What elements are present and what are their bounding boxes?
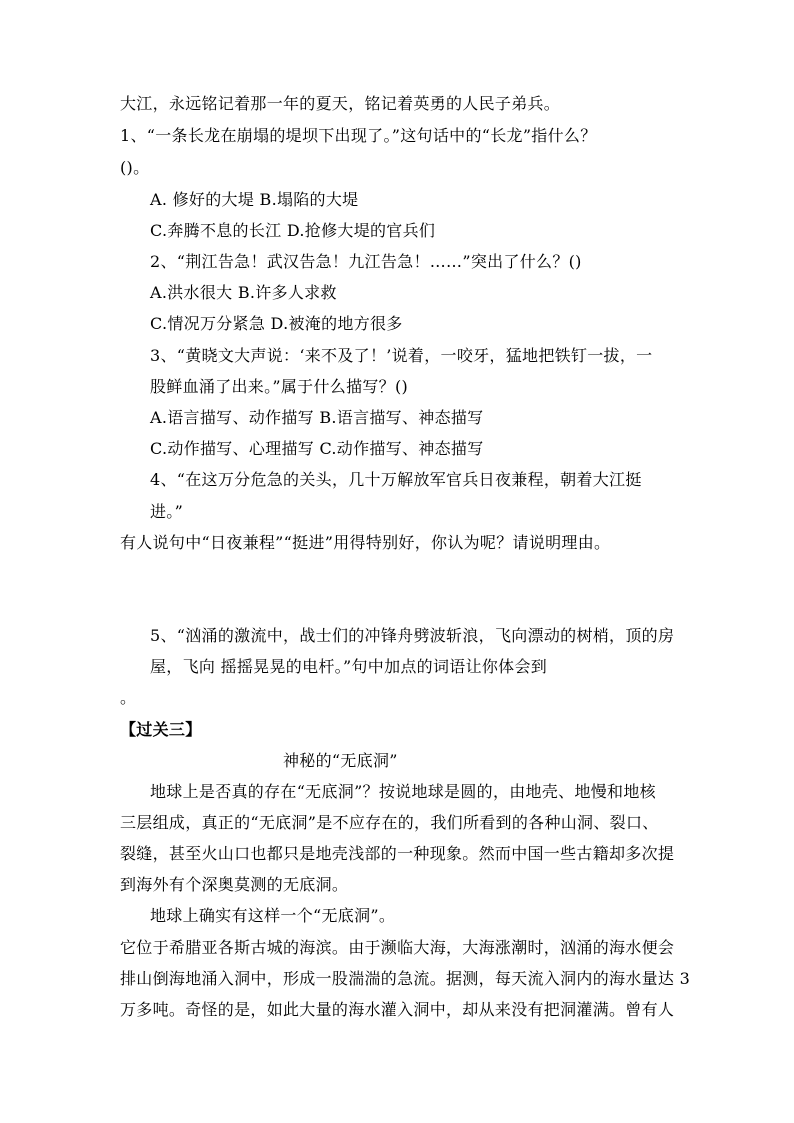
article-paragraph-1-line-2: 三层组成，真正的“无底洞”是不应存在的，我们所看到的各种山洞、裂口、 [120, 813, 659, 832]
article-paragraph-3-line-2: 排山倒海地涌入洞中，形成一股湍湍的急流。据测，每天流入洞内的海水量达 3 [120, 969, 691, 988]
question-4-prompt: 有人说句中“日夜兼程”“挺进”用得特别好，你认为呢？请说明理由。 [120, 533, 611, 552]
question-2-options-ab: A.洪水很大 B.许多人求救 [150, 283, 337, 302]
question-4-stem-line-2: 进。” [150, 502, 184, 521]
question-3-options-ab: A.语言描写、动作描写 B.语言描写、神态描写 [150, 408, 484, 427]
article-paragraph-3-line-3: 万多吨。奇怪的是，如此大量的海水灌入洞中，却从来没有把洞灌满。曾有人 [120, 1000, 675, 1019]
question-1-options-ab: A. 修好的大堤 B.塌陷的大堤 [150, 190, 359, 209]
intro-line: 大江，永远铭记着那一年的夏天，铭记着英勇的人民子弟兵。 [120, 94, 561, 113]
question-5-blank: 。 [120, 688, 137, 707]
question-3-options-cd: C.动作描写、心理描写 C.动作描写、神态描写 [150, 439, 484, 458]
article-paragraph-1-line-3: 裂缝，甚至火山口也都只是地壳浅部的一种现象。然而中国一些古籍却多次提 [120, 844, 675, 863]
question-3-stem-line-2: 股鲜血涌了出来。”属于什么描写？() [150, 377, 409, 396]
question-5-stem-line-1: 5、“汹涌的激流中，战士们的冲锋舟劈波斩浪，飞向漂动的树梢，顶的房 [150, 626, 675, 645]
article-paragraph-2-line-1: 地球上确实有这样一个“无底洞”。 [150, 906, 396, 925]
question-2-options-cd: C.情况万分紧急 D.被淹的地方很多 [150, 314, 403, 333]
article-paragraph-1-line-4: 到海外有个深奥莫测的无底洞。 [120, 875, 349, 894]
question-1-blank: ()。 [120, 158, 150, 177]
question-2-stem: 2、“荆江告急！武汉告急！九江告急！……”突出了什么？() [150, 252, 582, 271]
question-3-stem-line-1: 3、“黄晓文大声说：‘来不及了！’说着，一咬牙，猛地把铁钉一拔，一 [150, 346, 653, 365]
question-4-stem-line-1: 4、“在这万分危急的关头，几十万解放军官兵日夜兼程，朝着大江挺 [150, 470, 642, 489]
question-5-stem-line-2: 屋，飞向 摇摇晃晃的电杆。”句中加点的词语让你体会到 [150, 657, 548, 676]
question-1-stem: 1、“一条长龙在崩塌的堤坝下出现了。”这句话中的“长龙”指什么？ [120, 126, 597, 145]
section-label: 【过关三】 [120, 720, 202, 739]
article-paragraph-3-line-1: 它位于希腊亚各斯古城的海滨。由于濒临大海，大海涨潮时，汹涌的海水便会 [120, 938, 675, 957]
article-paragraph-1-line-1: 地球上是否真的存在“无底洞”？按说地球是圆的，由地壳、地慢和地核 [150, 782, 656, 801]
article-title: 神秘的“无底洞” [283, 751, 398, 770]
question-1-options-cd: C.奔腾不息的长江 D.抢修大堤的官兵们 [150, 221, 436, 240]
